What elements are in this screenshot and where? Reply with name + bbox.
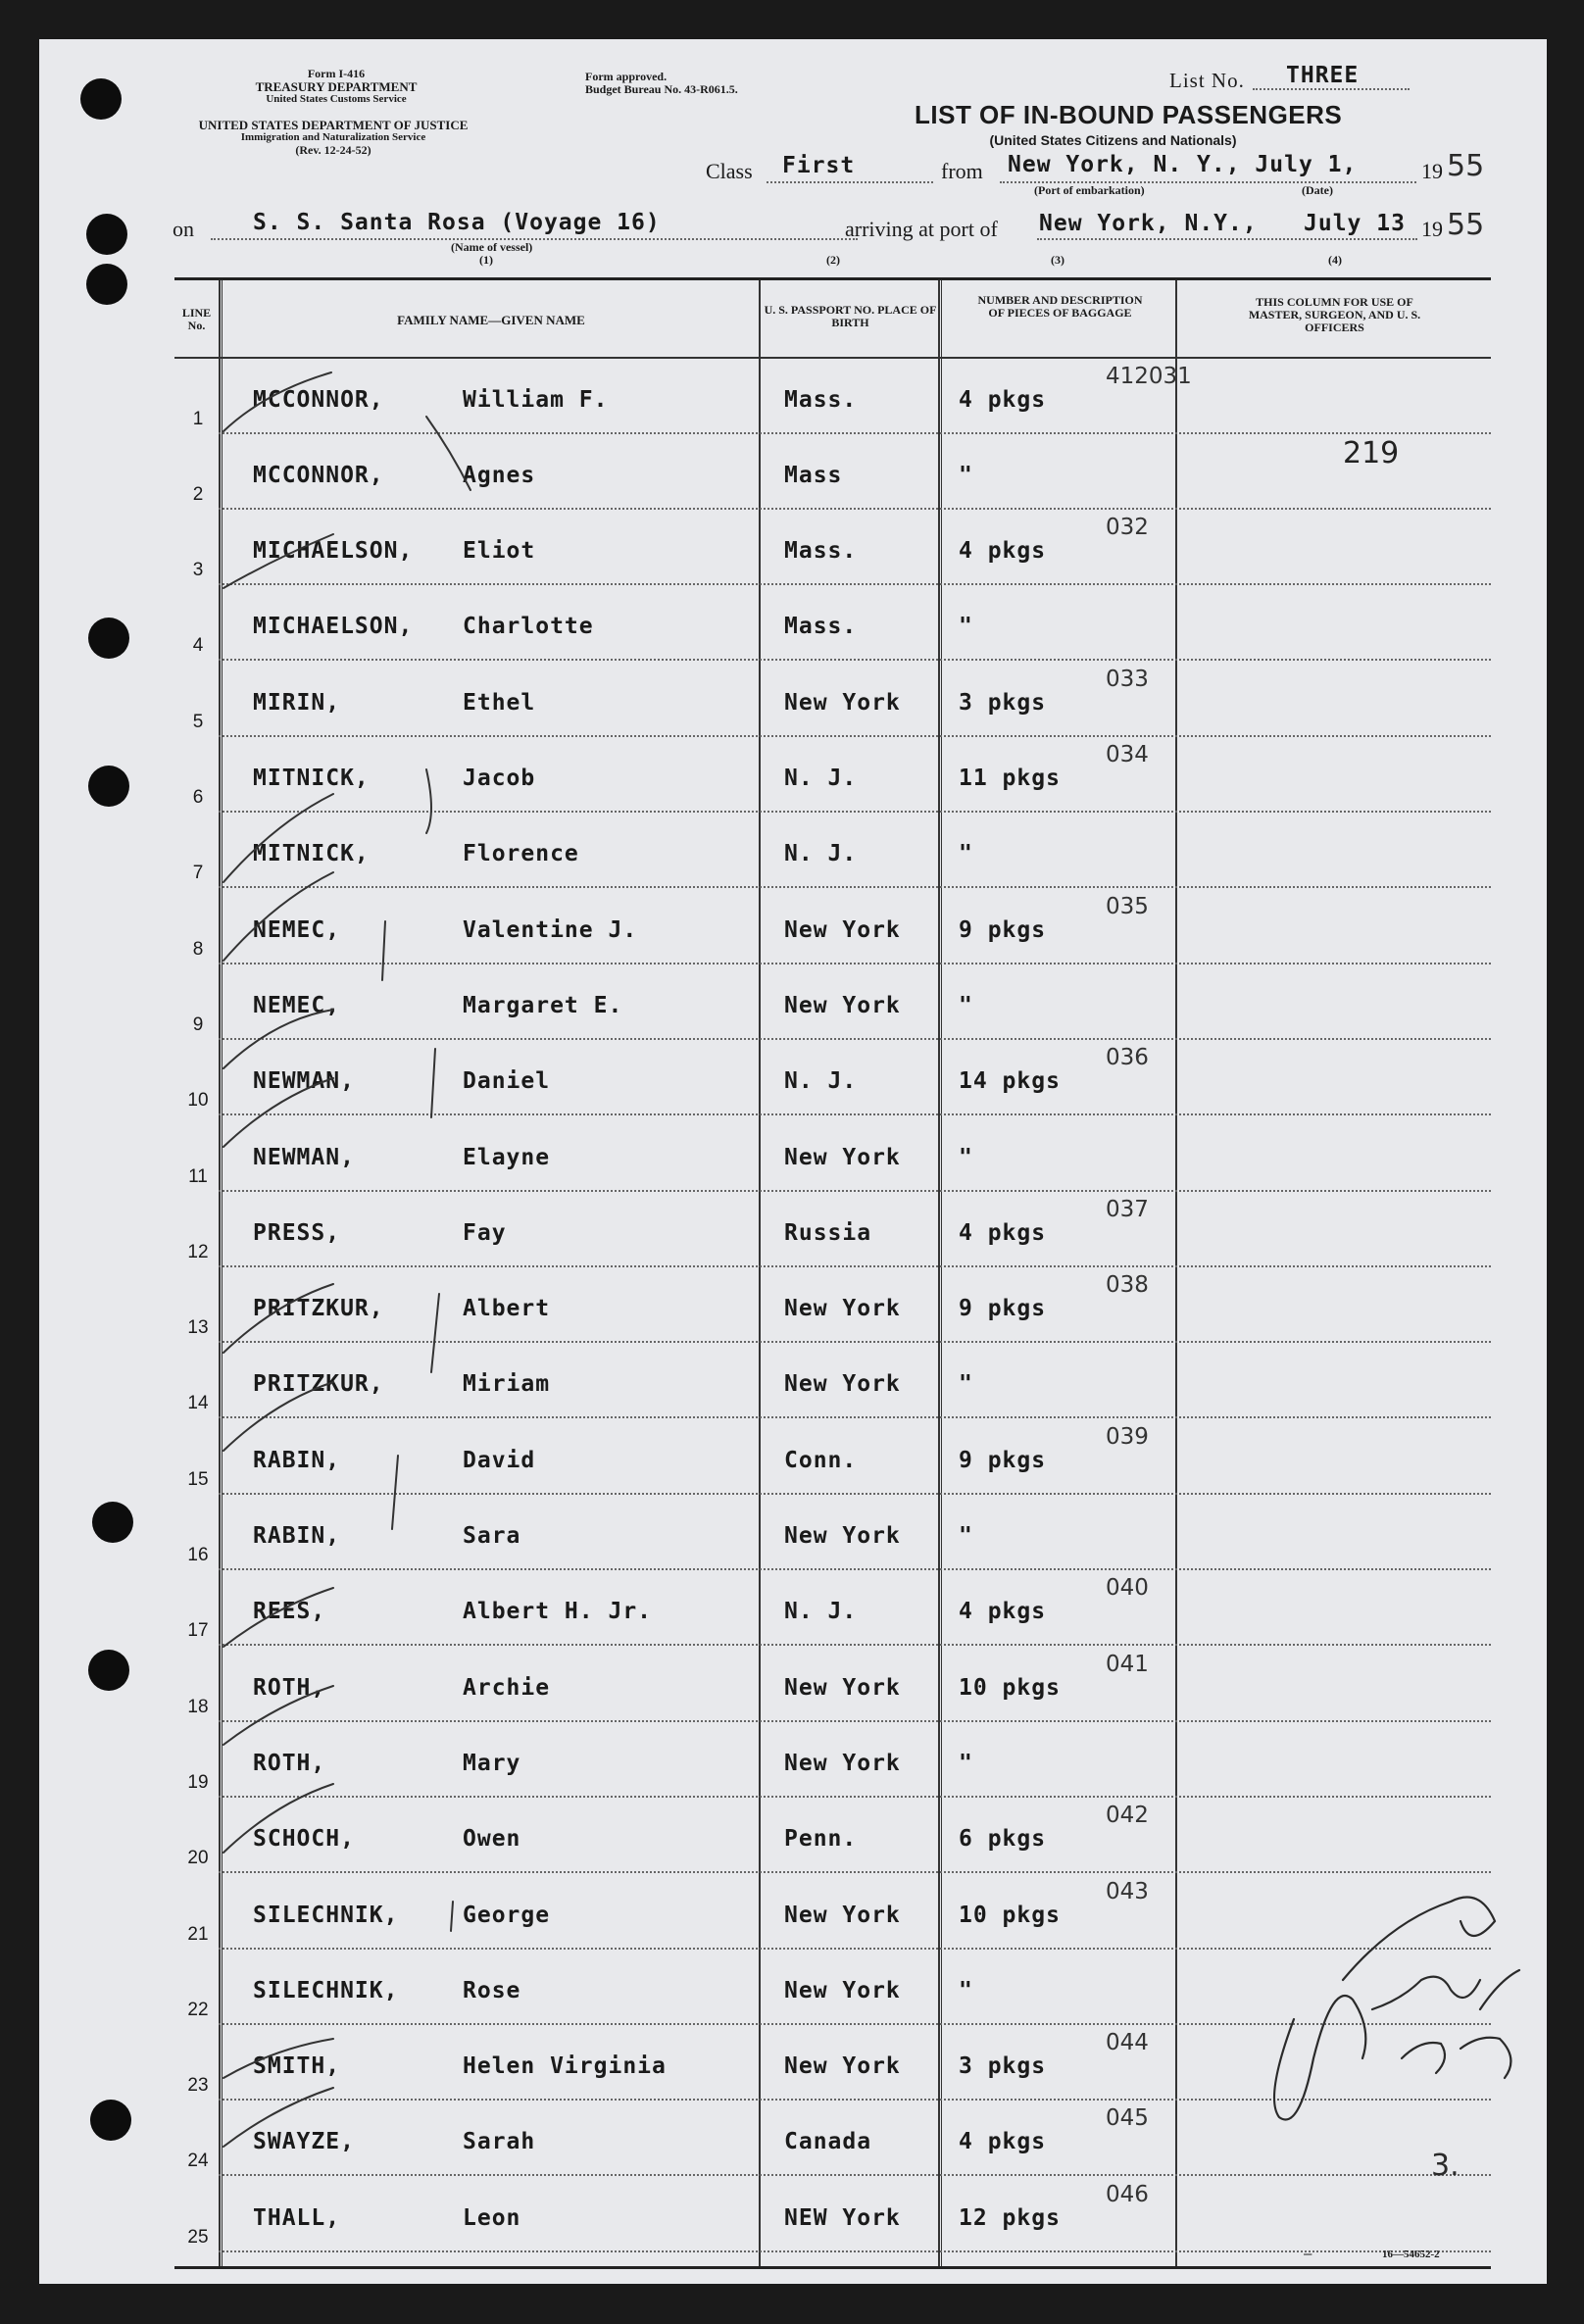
given-name: Florence xyxy=(463,841,579,867)
given-name: Sara xyxy=(463,1523,521,1549)
given-name: Valentine J. xyxy=(463,916,638,943)
family-name: RABIN, xyxy=(253,1523,341,1549)
line-number: 15 xyxy=(187,1468,209,1490)
place-of-birth: New York xyxy=(784,1977,901,2003)
baggage-number: 043 xyxy=(1106,1878,1149,1904)
vessel-caption: (Name of vessel) xyxy=(451,240,533,254)
baggage-number: 046 xyxy=(1106,2181,1149,2207)
family-name: MCCONNOR, xyxy=(253,462,384,488)
family-name: SILECHNIK, xyxy=(253,1977,399,2003)
family-name: NEWMAN, xyxy=(253,1144,355,1170)
line-number: 2 xyxy=(192,483,204,505)
line-number: 12 xyxy=(187,1241,209,1262)
place-of-birth: New York xyxy=(784,1371,901,1398)
family-name: SILECHNIK, xyxy=(253,1902,399,1928)
given-name: Albert H. Jr. xyxy=(463,1599,653,1625)
line-number: 17 xyxy=(187,1620,209,1642)
family-name: THALL, xyxy=(253,2204,341,2231)
place-of-birth: New York xyxy=(784,1296,901,1322)
baggage-number: 037 xyxy=(1106,1196,1149,1222)
col-caption-2: (2) xyxy=(826,253,840,267)
baggage-pieces: " xyxy=(959,1523,973,1549)
given-name: Albert xyxy=(463,1296,551,1322)
customs-service: United States Customs Service xyxy=(266,93,407,105)
place-of-birth: New York xyxy=(784,1674,901,1701)
baggage-number: 033 xyxy=(1106,666,1149,692)
given-name: David xyxy=(463,1447,536,1473)
line-number: 9 xyxy=(192,1014,204,1035)
baggage-pieces: 6 pkgs xyxy=(959,1826,1047,1853)
baggage-pieces: 14 pkgs xyxy=(959,1068,1061,1095)
given-name: Owen xyxy=(463,1826,521,1853)
col-caption-1: (1) xyxy=(479,253,493,267)
class-label: Class xyxy=(706,159,753,183)
family-name: MICHAELSON, xyxy=(253,614,414,640)
baggage-pieces: 4 pkgs xyxy=(959,538,1047,565)
baggage-number: 041 xyxy=(1106,1651,1149,1677)
officer-note: 219 xyxy=(1343,435,1400,470)
baggage-pieces: 3 pkgs xyxy=(959,689,1047,716)
line-number: 19 xyxy=(187,1771,209,1793)
baggage-pieces: " xyxy=(959,462,973,488)
line-number: 8 xyxy=(192,938,204,960)
baggage-pieces: 10 pkgs xyxy=(959,1674,1061,1701)
family-name: NEWMAN, xyxy=(253,1068,355,1095)
line-number: 21 xyxy=(187,1923,209,1945)
place-of-birth: New York xyxy=(784,992,901,1018)
list-number-label: List No. xyxy=(1169,69,1245,92)
place-of-birth: Russia xyxy=(784,1219,872,1246)
baggage-number: 032 xyxy=(1106,515,1149,541)
place-of-birth: N. J. xyxy=(784,1599,858,1625)
place-of-birth: New York xyxy=(784,1523,901,1549)
baggage-pieces: " xyxy=(959,1977,973,2003)
list-title: LIST OF IN-BOUND PASSENGERS xyxy=(915,100,1343,129)
place-of-birth: Mass. xyxy=(784,614,858,640)
given-name: Charlotte xyxy=(463,614,594,640)
place-of-birth: N. J. xyxy=(784,766,858,791)
class-value: First xyxy=(782,153,856,178)
baggage-number: 038 xyxy=(1106,1272,1149,1299)
place-of-birth: New York xyxy=(784,1144,901,1170)
col-caption-3: (3) xyxy=(1051,253,1064,267)
family-name: RABIN, xyxy=(253,1447,341,1473)
baggage-pieces: 10 pkgs xyxy=(959,1902,1061,1928)
baggage-pieces: 9 pkgs xyxy=(959,1447,1047,1473)
immigration-service: Immigration and Naturalization Service xyxy=(240,131,426,143)
family-name: NEMEC, xyxy=(253,916,341,943)
date-caption: (Date) xyxy=(1302,183,1333,197)
line-number: 22 xyxy=(187,1999,209,2020)
family-name: MCCONNOR, xyxy=(253,386,384,413)
given-name: William F. xyxy=(463,386,609,413)
given-name: Helen Virginia xyxy=(463,2053,667,2080)
header-passport: U. S. PASSPORT NO. PLACE OF BIRTH xyxy=(764,303,937,329)
given-name: Jacob xyxy=(463,766,536,791)
family-name: REES, xyxy=(253,1599,326,1625)
header-name: FAMILY NAME—GIVEN NAME xyxy=(397,313,585,327)
baggage-pieces: 4 pkgs xyxy=(959,386,1047,413)
line-number: 10 xyxy=(187,1090,209,1112)
footer-dash: — xyxy=(1304,2247,1312,2262)
family-name: PRITZKUR, xyxy=(253,1296,384,1322)
line-number: 16 xyxy=(187,1545,209,1565)
baggage-pieces: " xyxy=(959,1371,973,1398)
arr-year-prefix: 19 xyxy=(1421,217,1443,241)
given-name: Miriam xyxy=(463,1371,551,1398)
line-number: 23 xyxy=(187,2075,209,2097)
given-name: Sarah xyxy=(463,2129,536,2155)
baggage-number: 044 xyxy=(1106,2030,1149,2056)
line-number: 13 xyxy=(187,1317,209,1339)
justice-department: UNITED STATES DEPARTMENT OF JUSTICE xyxy=(198,118,469,132)
family-name: MITNICK, xyxy=(253,841,370,867)
family-name: ROTH, xyxy=(253,1674,326,1701)
officer-signature xyxy=(1255,1862,1549,2137)
place-of-birth: N. J. xyxy=(784,841,858,867)
from-year: 55 xyxy=(1447,149,1485,183)
given-name: Agnes xyxy=(463,462,536,488)
budget-bureau: Budget Bureau No. 43-R061.5. xyxy=(585,82,738,96)
arr-year: 55 xyxy=(1447,208,1485,242)
arrival-port: New York, N.Y., xyxy=(1039,211,1258,236)
footer-code: 16—54652-2 xyxy=(1382,2249,1440,2260)
baggage-number: 036 xyxy=(1106,1045,1149,1071)
given-name: George xyxy=(463,1902,551,1928)
line-number: 20 xyxy=(187,1848,209,1869)
embarkation: New York, N. Y., July 1, xyxy=(1008,152,1358,177)
header-line-no: LINE No. xyxy=(181,306,212,332)
family-name: PRITZKUR, xyxy=(253,1371,384,1398)
list-number: THREE xyxy=(1286,63,1360,88)
baggage-pieces: 9 pkgs xyxy=(959,916,1047,943)
given-name: Mary xyxy=(463,1750,521,1776)
place-of-birth: New York xyxy=(784,1902,901,1928)
vessel-name: S. S. Santa Rosa (Voyage 16) xyxy=(253,210,661,235)
baggage-number: 034 xyxy=(1106,742,1149,767)
passenger-list-sheet xyxy=(39,39,1547,2284)
baggage-pieces: " xyxy=(959,1750,973,1776)
line-number: 11 xyxy=(188,1165,208,1187)
given-name: Rose xyxy=(463,1977,521,2003)
line-number: 7 xyxy=(192,863,204,884)
line-number: 4 xyxy=(192,635,204,657)
family-name: NEMEC, xyxy=(253,992,341,1018)
baggage-number: 042 xyxy=(1106,1803,1149,1829)
form-approved: Form approved. xyxy=(585,70,668,83)
family-name: SMITH, xyxy=(253,2053,341,2080)
arriving-label: arriving at port of xyxy=(845,217,998,241)
baggage-number: 035 xyxy=(1106,893,1149,919)
line-number: 1 xyxy=(192,408,204,429)
line-number: 25 xyxy=(187,2226,209,2248)
family-name: SWAYZE, xyxy=(253,2129,355,2155)
baggage-pieces: 11 pkgs xyxy=(959,766,1061,791)
baggage-pieces: " xyxy=(959,1144,973,1170)
line-number: 3 xyxy=(192,560,204,581)
family-name: PRESS, xyxy=(253,1219,341,1246)
baggage-pieces: 3 pkgs xyxy=(959,2053,1047,2080)
line-number: 5 xyxy=(192,711,204,732)
family-name: MITNICK, xyxy=(253,766,370,791)
given-name: Ethel xyxy=(463,689,536,716)
port-caption: (Port of embarkation) xyxy=(1034,183,1145,197)
place-of-birth: New York xyxy=(784,916,901,943)
place-of-birth: Penn. xyxy=(784,1826,858,1853)
revision: (Rev. 12-24-52) xyxy=(295,143,371,157)
given-name: Margaret E. xyxy=(463,992,623,1018)
baggage-number: 039 xyxy=(1106,1423,1149,1450)
on-label: on xyxy=(173,217,194,241)
baggage-pieces: " xyxy=(959,992,973,1018)
given-name: Leon xyxy=(463,2204,521,2231)
given-name: Elayne xyxy=(463,1144,551,1170)
baggage-pieces: 4 pkgs xyxy=(959,1599,1047,1625)
header-officers: THIS COLUMN FOR USE OF MASTER, SURGEON, AND U. S. OFFICERS xyxy=(1248,295,1421,334)
given-name: Archie xyxy=(463,1674,551,1701)
from-year-prefix: 19 xyxy=(1421,159,1443,183)
list-subtitle: (United States Citizens and Nationals) xyxy=(989,132,1237,148)
baggage-pieces: 4 pkgs xyxy=(959,2129,1047,2155)
place-of-birth: Mass. xyxy=(784,386,858,413)
baggage-pieces: 4 pkgs xyxy=(959,1219,1047,1246)
family-name: SCHOCH, xyxy=(253,1826,355,1853)
arrival-date: July 13 xyxy=(1304,211,1406,236)
place-of-birth: New York xyxy=(784,689,901,716)
place-of-birth: New York xyxy=(784,2053,901,2080)
baggage-number: 045 xyxy=(1106,2105,1149,2132)
line-number: 24 xyxy=(187,2151,209,2172)
baggage-pieces: " xyxy=(959,841,973,867)
place-of-birth: New York xyxy=(784,1750,901,1776)
line-number: 14 xyxy=(187,1393,209,1414)
form-number: Form I-416 xyxy=(307,67,366,80)
place-of-birth: Mass. xyxy=(784,538,858,565)
place-of-birth: N. J. xyxy=(784,1068,858,1095)
line-number: 18 xyxy=(187,1696,209,1717)
from-label: from xyxy=(941,159,983,183)
place-of-birth: Conn. xyxy=(784,1447,858,1473)
given-name: Eliot xyxy=(463,538,536,565)
line-number: 6 xyxy=(192,787,204,808)
baggage-pieces: 12 pkgs xyxy=(959,2204,1061,2231)
place-of-birth: Mass xyxy=(784,462,843,488)
family-name: MICHAELSON, xyxy=(253,538,414,565)
header-baggage: NUMBER AND DESCRIPTION OF PIECES OF BAGGAGE xyxy=(977,293,1143,320)
treasury-department: TREASURY DEPARTMENT xyxy=(255,79,418,94)
col-caption-4: (4) xyxy=(1328,253,1342,267)
baggage-pieces: 9 pkgs xyxy=(959,1296,1047,1322)
baggage-number: 040 xyxy=(1106,1575,1149,1602)
place-of-birth: NEW York xyxy=(784,2204,901,2231)
place-of-birth: Canada xyxy=(784,2129,872,2155)
family-name: ROTH, xyxy=(253,1750,326,1776)
baggage-pieces: " xyxy=(959,614,973,640)
family-name: MIRIN, xyxy=(253,689,341,716)
margin-note: 3. xyxy=(1431,2149,1460,2183)
baggage-number: 412031 xyxy=(1106,363,1192,389)
given-name: Daniel xyxy=(463,1068,551,1095)
given-name: Fay xyxy=(463,1219,507,1246)
